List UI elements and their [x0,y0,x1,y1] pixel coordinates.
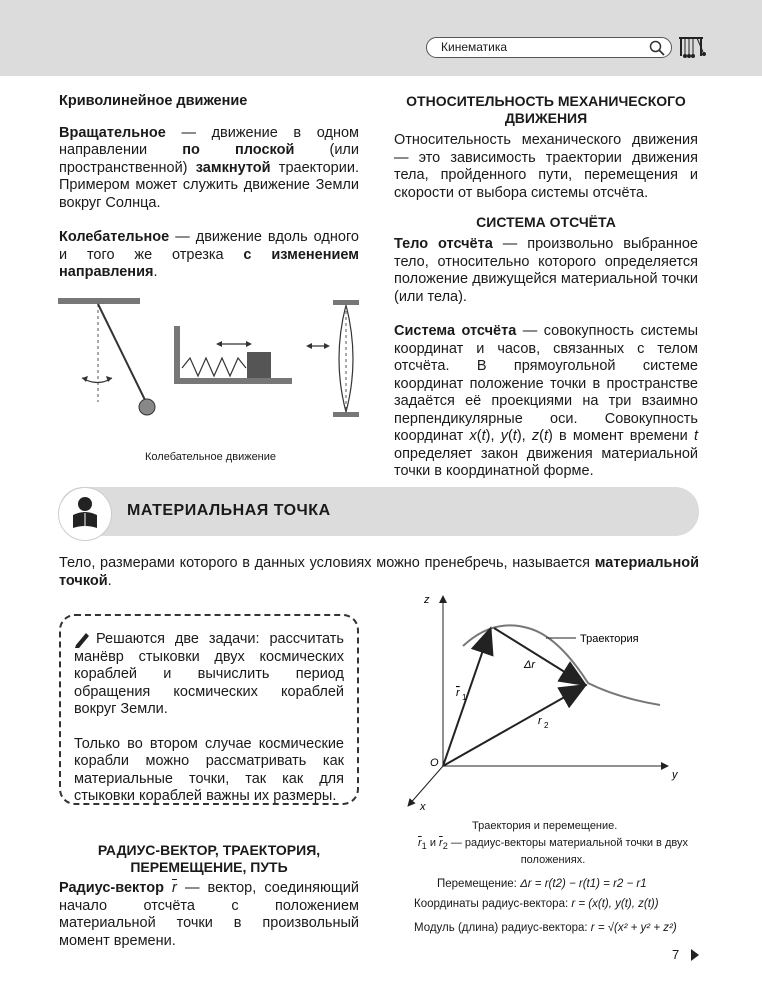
note-paragraph-2: Только во втором случае космические корабли можно рассматривать как материальные точки, так как для стыковки кораблей важны их размеры. [74,735,344,804]
material-point-definition: Тело, размерами которого в данных условиях можно пренебречь, называется материальной точкой. [59,555,699,589]
z-label: z [424,594,430,606]
oscillatory-paragraph: Колебательное — движение вдоль одного и того же отрезка с изменением направления. [59,229,359,280]
x-axis [408,766,443,806]
section-title: МАТЕРИАЛЬНАЯ ТОЧКА [127,502,331,519]
delta-r-label: Δr [524,659,536,671]
trajectory-label: Траектория [580,633,639,645]
displacement-formula: Перемещение: Δr = r(t2) − r(t1) = r2 − r1 [437,878,647,890]
coordinates-formula: Координаты радиус-вектора: r = (x(t), y(t), z(t)) [414,898,659,910]
r2-label: r [538,715,542,727]
search-text: Кинематика [441,40,508,54]
delta-r-vector [494,628,584,684]
origin-label: O [430,757,439,769]
note-paragraph-1: Решаются две задачи: рассчитать манёвр стыковки двух космических кораблей и вычислить период обращения космических кораблей вокруг Земли. [74,631,344,717]
reader-avatar [58,487,112,541]
relativity-paragraph: Относительность механического движения — это зависимость траектории движения тела, пройденного пути, перемещения и скорости от выбора системы отсчёта. [394,132,698,201]
r1-vector [443,630,490,766]
trajectory-graph [398,588,698,818]
oscillation-caption: Колебательное движение [145,451,277,463]
graph-caption: Траектория и перемещение. [472,820,618,832]
curvilinear-heading: Криволинейное движение [59,93,248,109]
x-label: x [420,801,426,813]
y-label: y [672,769,678,781]
relativity-heading: ОТНОСИТЕЛЬНОСТЬ МЕХАНИЧЕСКОГО ДВИЖЕНИЯ [406,93,686,126]
frame-paragraph: Система отсчёта — совокупность системы координат и часов, связанных с телом отсчёта. В прямоугольной системе координат положение точки в пространстве задаётся её проекциями на три взаимно перпендикулярные оси. Совокупность координат x(t), y(t), z(t) в момент времени t определяет закон движения материальной точки в координатной форме. [394,323,698,479]
search-field[interactable] [426,37,672,58]
next-page-arrow-icon[interactable] [690,948,700,962]
oscillation-figure [50,292,370,427]
radius-paragraph: Радиус-вектор $\overline{r}$ — вектор, соединяющий начало отсчёта с положением материальной точки в произвольный момент времени. [59,880,360,949]
page-number: 7 [672,947,680,962]
frame-heading: СИСТЕМА ОТСЧЁТА [476,214,616,230]
rotational-paragraph: Вращательное — движение в одном направлении по плоской (или пространственной) замкнутой траектории. Примером может служить движение Земли вокруг Солнца. [59,124,359,211]
r1-label: r [456,687,460,699]
modulus-formula: Модуль (длина) радиус-вектора: r = √(x² + y² + z²) [414,922,677,934]
r2-subscript: 2 [544,721,549,730]
graph-caption-2: $\overline{r}_1$ и $\overline{r}_2$ — радиус-векторы материальной точки в двух положениях. [418,837,688,867]
newton-cradle-icon [677,36,707,62]
search-icon[interactable] [649,40,665,56]
ref-body-paragraph: Тело отсчёта — произвольно выбранное тело, относительно которого определяется положение движущейся материальной точки (или тела). [394,236,698,305]
reader-icon [59,488,111,540]
section-banner [59,487,699,536]
r1-subscript: 1 [462,693,467,702]
radius-heading: РАДИУС-ВЕКТОР, ТРАЕКТОРИЯ, ПЕРЕМЕЩЕНИЕ, ПУТЬ [97,842,321,875]
r-vector-symbol: $\overline{r}$ [172,880,177,896]
